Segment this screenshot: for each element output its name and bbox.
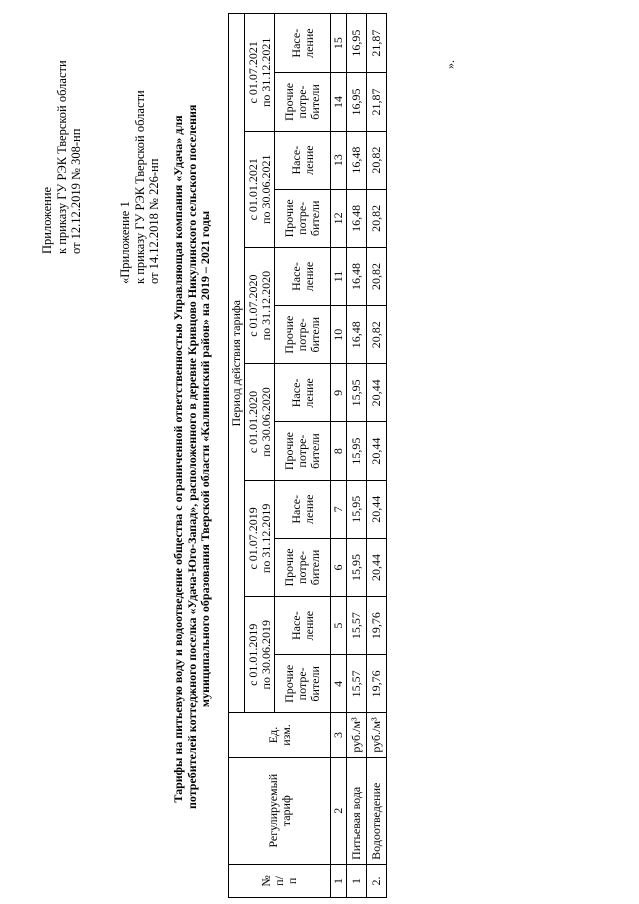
- unit-cell: руб./м³: [367, 713, 387, 757]
- period-header-cell: с 01.07.2020 по 31.12.2020: [245, 247, 275, 363]
- value-cell: 15,57: [347, 597, 367, 655]
- value-cell: 15,57: [347, 655, 367, 713]
- value-cell: 20,44: [367, 422, 387, 480]
- subheader-population: Насе- ление: [275, 14, 331, 73]
- value-cell: 16,48: [347, 247, 367, 305]
- value-cell: 19,76: [367, 655, 387, 713]
- value-cell: 15,95: [347, 364, 367, 422]
- value-cell: 16,48: [347, 306, 367, 364]
- title-line: муниципального образования Тверской области «Калининский район» на 2019 – 2021 годы: [198, 210, 212, 708]
- period-header-cell: с 01.07.2021 по 31.12.2021: [245, 14, 275, 132]
- period-header-cell: с 01.01.2021 по 30.06.2021: [245, 131, 275, 247]
- index-cell: 15: [331, 14, 347, 73]
- value-cell: 20,82: [367, 306, 387, 364]
- period-header-cell: с 01.07.2019 по 31.12.2019: [245, 480, 275, 596]
- index-cell: 12: [331, 189, 347, 247]
- appendix-line: «Приложение 1: [118, 201, 132, 284]
- col-header-tariff: Регулируемый тариф: [229, 757, 331, 864]
- title-line: потребителей коттеджного поселка «Удача-Юго-Запад», расположенного в деревне Кривцово Никулинского сельского поселения: [184, 104, 199, 809]
- closing-quote: ».: [443, 60, 457, 69]
- value-cell: 15,95: [347, 480, 367, 538]
- value-cell: 20,82: [367, 131, 387, 189]
- col-header-number: № п/ п: [229, 864, 331, 897]
- value-cell: 19,76: [367, 597, 387, 655]
- col-header-unit: Ед. изм.: [229, 713, 331, 757]
- row-number: 2.: [367, 864, 387, 897]
- subheader-other-consumers: Прочие потре- бители: [275, 306, 331, 364]
- appendix-line: к приказу ГУ РЭК Тверской области: [54, 60, 69, 254]
- appendix-line: от 14.12.2018 № 226-нп: [147, 158, 161, 284]
- subheader-other-consumers: Прочие потре- бители: [275, 538, 331, 596]
- value-cell: 16,95: [347, 73, 367, 131]
- subheader-other-consumers: Прочие потре- бители: [275, 422, 331, 480]
- value-cell: 20,82: [367, 247, 387, 305]
- index-cell: 13: [331, 131, 347, 189]
- index-cell: 9: [331, 364, 347, 422]
- period-header-cell: с 01.01.2019 по 30.06.2019: [245, 597, 275, 713]
- value-cell: 21,87: [367, 73, 387, 131]
- subheader-other-consumers: Прочие потре- бители: [275, 189, 331, 247]
- index-row: [331, 14, 347, 898]
- value-cell: 20,44: [367, 364, 387, 422]
- period-header: Период действия тарифа: [229, 14, 245, 713]
- value-cell: 20,44: [367, 480, 387, 538]
- appendix-line: к приказу ГУ РЭК Тверской области: [132, 90, 147, 284]
- tariff-name: Питьевая вода: [347, 757, 367, 864]
- index-cell: 14: [331, 73, 347, 131]
- subheader-other-consumers: Прочие потре- бители: [275, 73, 331, 131]
- index-cell: 10: [331, 306, 347, 364]
- tariff-table: [228, 13, 387, 898]
- index-cell: 7: [331, 480, 347, 538]
- index-cell: 2: [331, 757, 347, 864]
- value-cell: 16,48: [347, 131, 367, 189]
- index-cell: 1: [331, 864, 347, 897]
- subheader-population: Насе- ление: [275, 247, 331, 305]
- appendix-header-old: [118, 90, 162, 284]
- table-row: [347, 14, 367, 898]
- title-line: Тарифы на питьевую воду и водоотведение общества с ограниченной ответственностью Управляющая компания «Удача» для: [171, 115, 185, 803]
- subheader-population: Насе- ление: [275, 364, 331, 422]
- appendix-header-new: [40, 60, 84, 254]
- value-cell: 21,87: [367, 14, 387, 73]
- value-cell: 20,82: [367, 189, 387, 247]
- subheader-population: Насе- ление: [275, 131, 331, 189]
- index-cell: 5: [331, 597, 347, 655]
- value-cell: 16,95: [347, 14, 367, 73]
- tariff-name: Водоотведение: [367, 757, 387, 864]
- value-cell: 20,44: [367, 538, 387, 596]
- row-number: 1: [347, 864, 367, 897]
- index-cell: 3: [331, 713, 347, 757]
- subheader-population: Насе- ление: [275, 597, 331, 655]
- period-header-cell: с 01.01.2020 по 30.06.2020: [245, 364, 275, 480]
- index-cell: 6: [331, 538, 347, 596]
- table-row: [367, 14, 387, 898]
- subheader-other-consumers: Прочие потре- бители: [275, 655, 331, 713]
- subheader-population: Насе- ление: [275, 480, 331, 538]
- value-cell: 15,95: [347, 538, 367, 596]
- index-cell: 8: [331, 422, 347, 480]
- index-cell: 4: [331, 655, 347, 713]
- value-cell: 15,95: [347, 422, 367, 480]
- appendix-line: Приложение: [40, 186, 54, 254]
- appendix-line: от 12.12.2019 № 308-нп: [69, 128, 83, 254]
- unit-cell: руб./м³: [347, 713, 367, 757]
- index-cell: 11: [331, 247, 347, 305]
- value-cell: 16,48: [347, 189, 367, 247]
- document-title: [171, 104, 213, 809]
